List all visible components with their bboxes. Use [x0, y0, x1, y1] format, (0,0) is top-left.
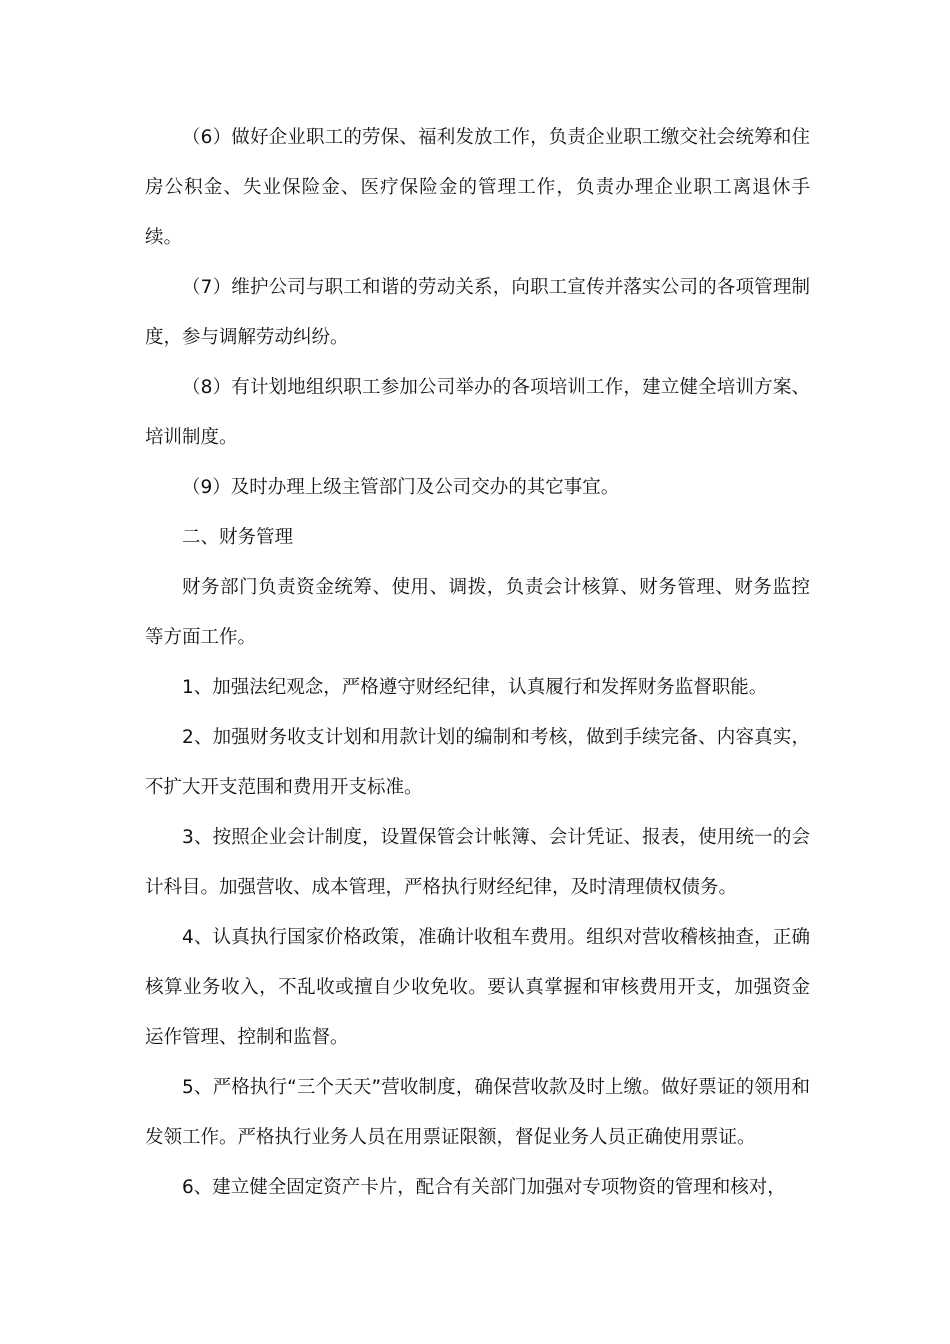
paragraph-item-9: （9）及时办理上级主管部门及公司交办的其它事宜。	[182, 477, 620, 498]
document-body	[145, 113, 810, 1213]
paragraph-item-7: （7）维护公司与职工和谐的劳动关系，向职工宣传并落实公司的各项管理制度，参与调解劳动纠纷。	[145, 277, 810, 348]
paragraph-item-6: （6）做好企业职工的劳保、福利发放工作，负责企业职工缴交社会统筹和住房公积金、失业保险金、医疗保险金的管理工作，负责办理企业职工离退休手续。	[145, 127, 810, 248]
paragraph-finance-intro: 财务部门负责资金统筹、使用、调拨，负责会计核算、财务管理、财务监控等方面工作。	[145, 577, 810, 648]
paragraph-finance-3: 3、按照企业会计制度，设置保管会计帐簿、会计凭证、报表，使用统一的会计科目。加强营收、成本管理，严格执行财经纪律，及时清理债权债务。	[145, 827, 810, 898]
paragraph-finance-6: 6、建立健全固定资产卡片，配合有关部门加强对专项物资的管理和核对，	[182, 1177, 786, 1198]
paragraph-finance-4: 4、认真执行国家价格政策，准确计收租车费用。组织对营收稽核抽查，正确核算业务收入，不乱收或擅自少收免收。要认真掌握和审核费用开支，加强资金运作管理、控制和监督。	[145, 927, 810, 1048]
paragraph-finance-1: 1、加强法纪观念，严格遵守财经纪律，认真履行和发挥财务监督职能。	[182, 677, 768, 698]
paragraph-item-8: （8）有计划地组织职工参加公司举办的各项培训工作，建立健全培训方案、培训制度。	[145, 377, 810, 448]
paragraph-finance-5: 5、严格执行“三个天天”营收制度，确保营收款及时上缴。做好票证的领用和发领工作。严格执行业务人员在用票证限额，督促业务人员正确使用票证。	[145, 1077, 810, 1148]
section-heading-finance: 二、财务管理	[182, 527, 294, 548]
paragraph-finance-2: 2、加强财务收支计划和用款计划的编制和考核，做到手续完备、内容真实，不扩大开支范围和费用开支标准。	[145, 727, 810, 798]
